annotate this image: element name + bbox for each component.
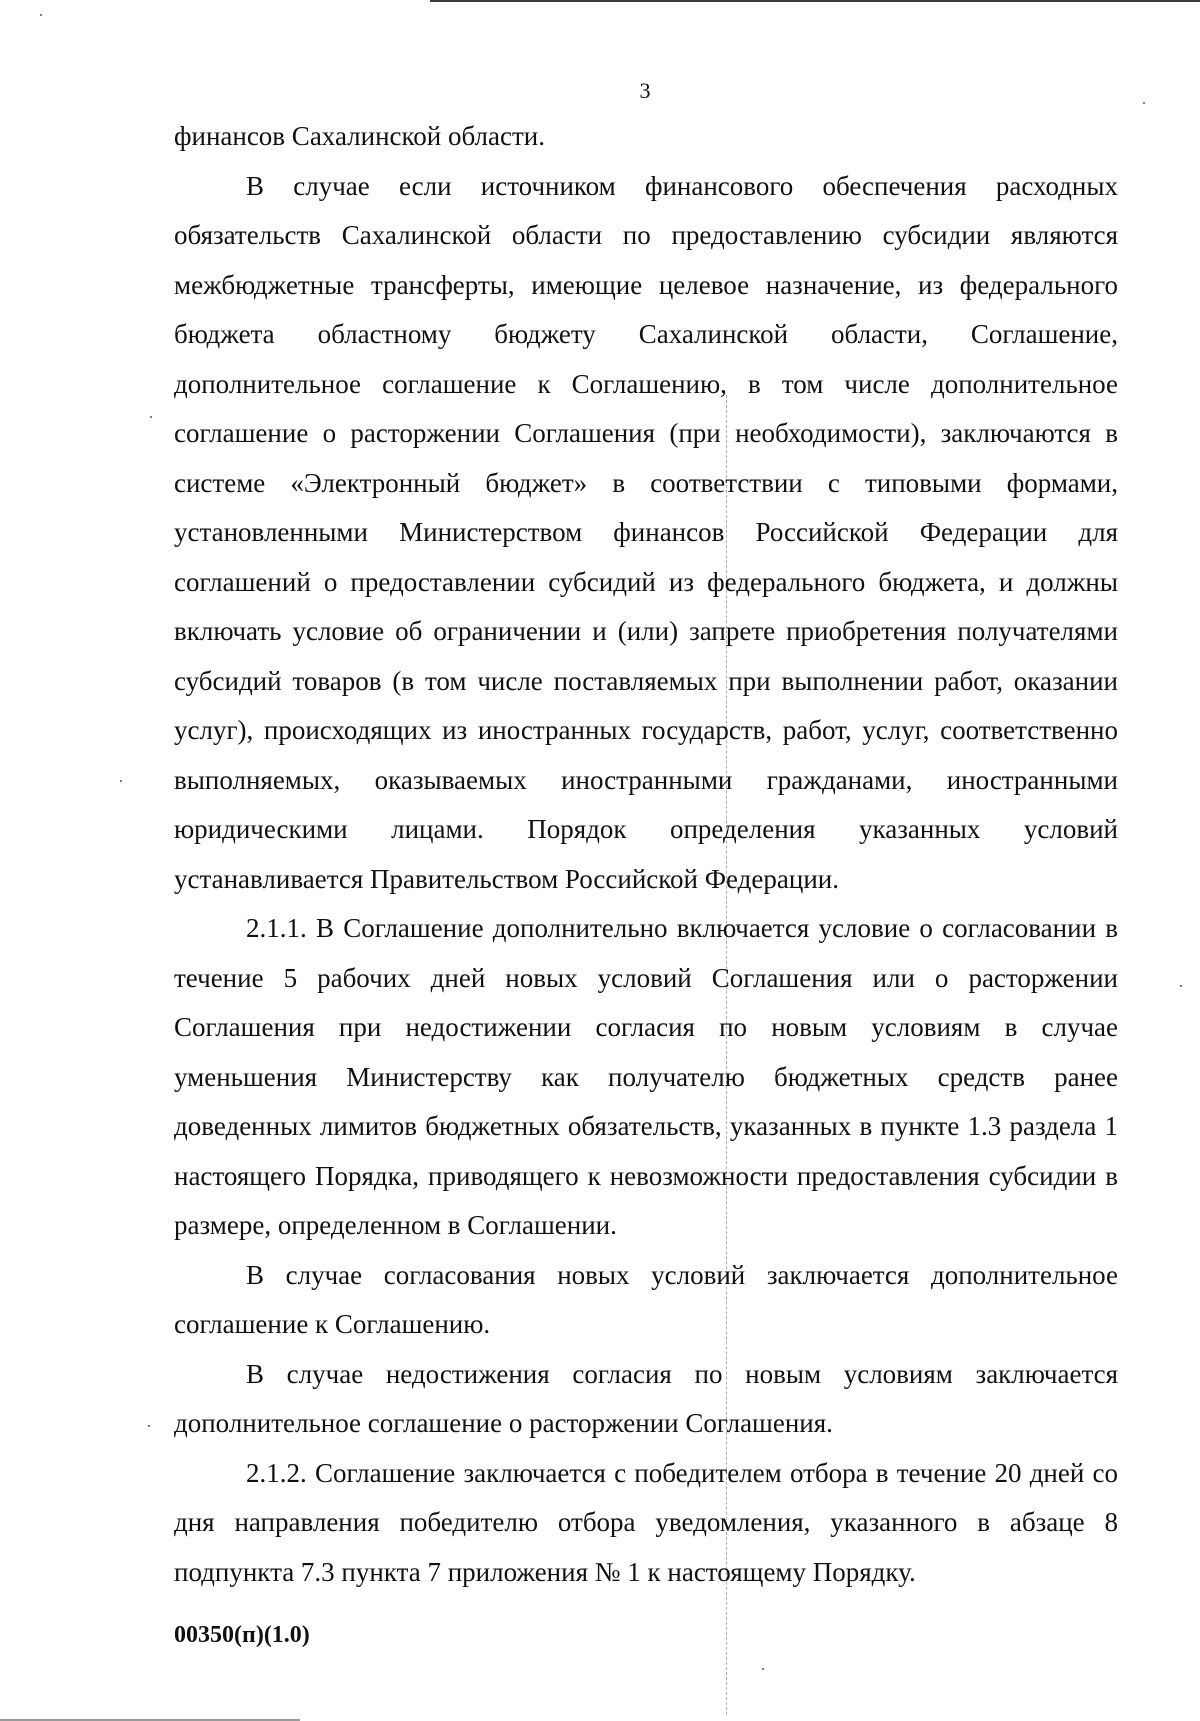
paragraph: 2.1.2. Соглашение заключается с победителем отбора в течение 20 дней со дня направления победителю отбора уведомления, указанного в абзаце 8 подпункта 7.3 пункта 7 приложения № 1 к настоящему Порядку. (174, 1457, 1118, 1587)
scan-speck (762, 1668, 764, 1670)
scan-speck (150, 416, 152, 418)
scan-edge-top (430, 0, 1200, 2)
paragraph: 2.1.1. В Соглашение дополнительно включается условие о согласовании в течение 5 рабочих дней новых условий Соглашения или о расторжении Соглашения при недостижении согласия по новым условиям в случае уменьшения Министерству как получателю бюджетных средств ранее доведенных лимитов бюджетных обязательств, указанных в пункте 1.3 раздела 1 настоящего Порядка, приводящего к невозможности предоставления субсидии в размере, определенном в Соглашении. (174, 913, 1118, 1240)
paragraph: В случае если источником финансового обеспечения расходных обязательств Сахалинской области по предоставлению субсидии являются межбюджетные трансферты, имеющие целевое назначение, из федерального бюджета областному бюджету Сахалинской области, Соглашение, дополнительное соглашение к Соглашению, в том числе дополнительное соглашение о расторжении Соглашения (при необходимости), заключаются в системе «Электронный бюджет» в соответствии с типовыми формами, установленными Министерством финансов Российской Федерации для соглашений о предоставлении субсидий из федерального бюджета, и должны включать условие об ограничении и (или) запрете приобретения получателями субсидий товаров (в том числе поставляемых при выполнении работ, оказании услуг), происходящих из иностранных государств, работ, услуг, соответственно выполняемых, оказываемых иностранными гражданами, иностранными юридическими лицами. Порядок определения указанных условий устанавливается Правительством Российской Федерации. (174, 170, 1118, 894)
paragraph: В случае согласования новых условий заключается дополнительное соглашение к Соглашению. (174, 1259, 1118, 1339)
paragraph: финансов Сахалинской области. (174, 121, 545, 151)
scan-speck (148, 1425, 150, 1427)
scan-speck (40, 14, 42, 16)
scan-speck (1180, 985, 1182, 987)
page-number: 3 (639, 78, 651, 103)
scan-speck (120, 780, 122, 782)
document-body (174, 112, 1118, 1597)
paragraph: В случае недостижения согласия по новым условиям заключается дополнительное соглашение о расторжении Соглашения. (174, 1358, 1118, 1438)
document-code: 00350(п)(1.0) (174, 1622, 310, 1648)
